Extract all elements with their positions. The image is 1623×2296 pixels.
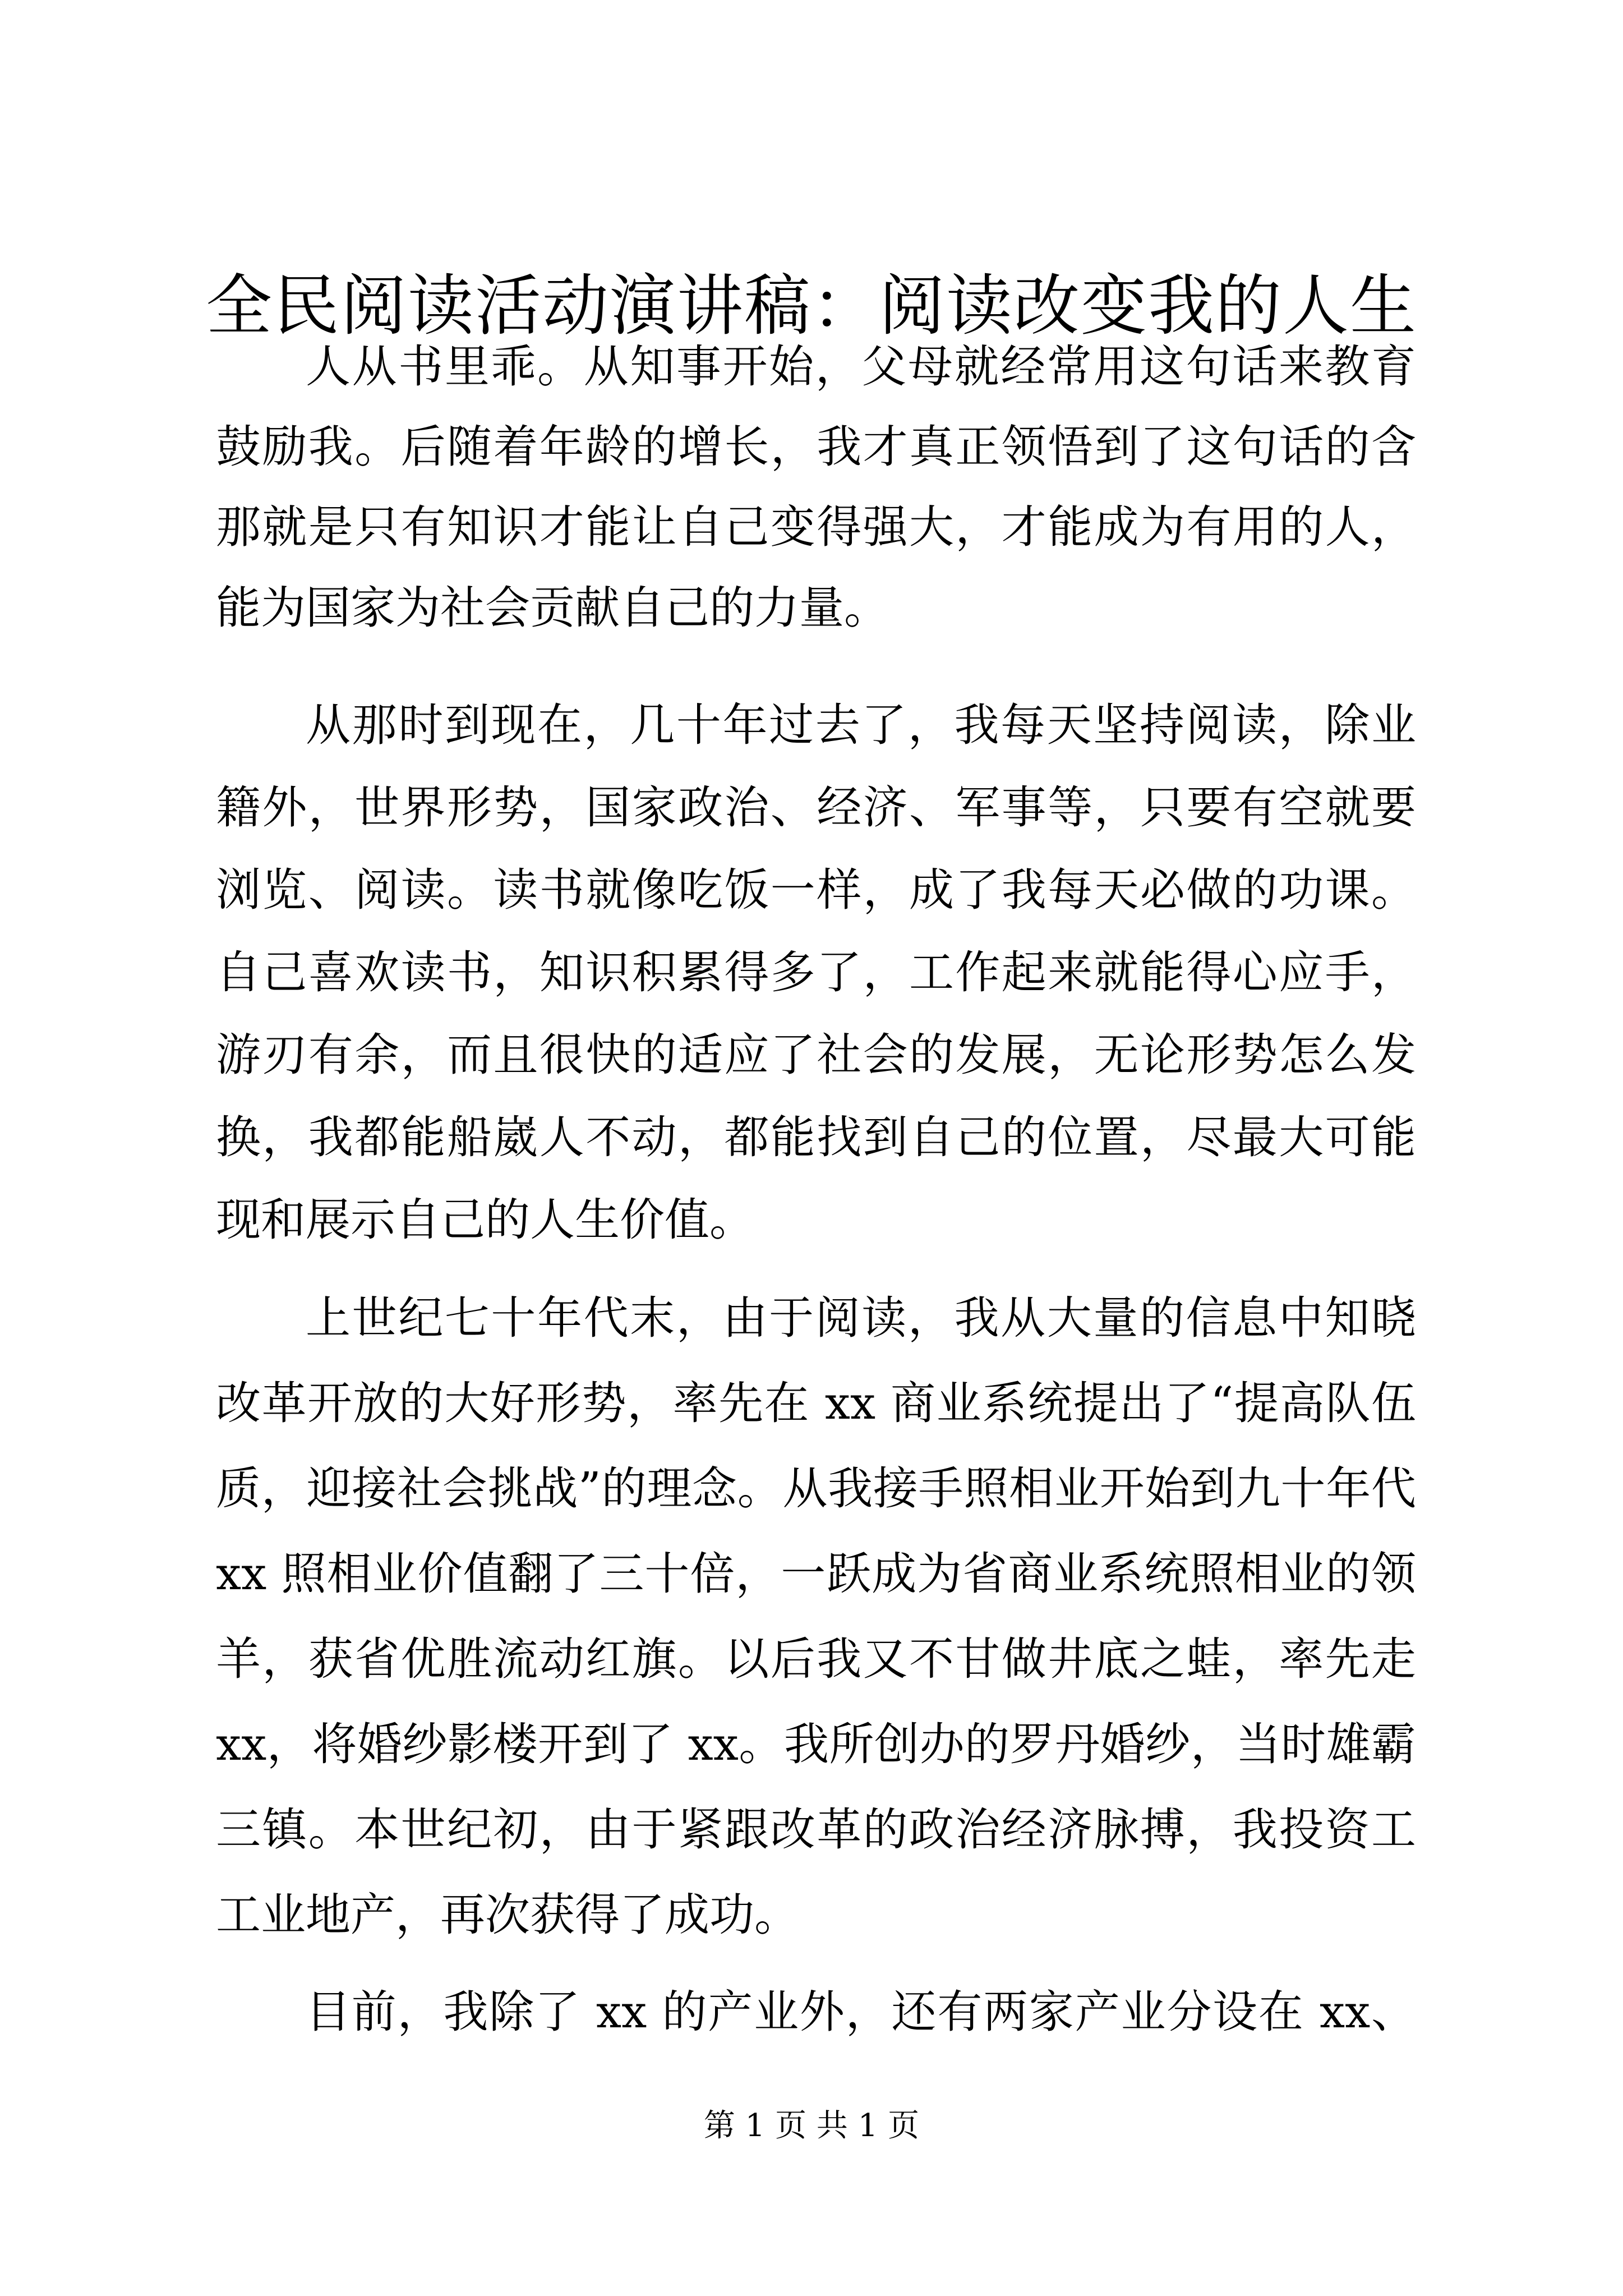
paragraph-line: 换，我都能船崴人不动，都能找到自己的位置，尽最大可能 — [216, 1111, 1416, 1163]
paragraph-line: 游刃有余，而且很快的适应了社会的发展，无论形势怎么发 — [216, 1029, 1416, 1081]
paragraph-line: 能为国家为社会贡献自己的力量。 — [216, 582, 889, 634]
paragraph-line: 现和展示自己的人生价值。 — [216, 1194, 754, 1246]
document-title: 全民阅读活动演讲稿：阅读改变我的人生 — [205, 267, 1417, 344]
paragraph-line: 羊，获省优胜流动红旗。以后我又不甘做井底之蛙，率先走 — [216, 1633, 1416, 1685]
paragraph-line: 三镇。本世纪初，由于紧跟改革的政治经济脉搏，我投资工 — [216, 1803, 1416, 1856]
paragraph-line: xx，将婚纱影楼开到了 xx。我所创办的罗丹婚纱，当时雄霸 — [216, 1718, 1416, 1770]
paragraph-line: 自己喜欢读书，知识积累得多了，工作起来就能得心应手， — [216, 946, 1416, 999]
paragraph-line: 籍外，世界形势，国家政治、经济、军事等，只要有空就要 — [216, 781, 1416, 834]
paragraph-line: 目前，我除了 xx 的产业外，还有两家产业分设在 xx、 — [306, 1986, 1416, 2038]
paragraph-line: 人从书里乖。从知事开始，父母就经常用这句话来教育 — [306, 341, 1416, 393]
paragraph-line: 那就是只有知识才能让自己变得强大，才能成为有用的人， — [216, 501, 1416, 553]
paragraph-line: 工业地产，再次获得了成功。 — [216, 1889, 799, 1941]
paragraph-line: xx 照相业价值翻了三十倍，一跃成为省商业系统照相业的领 — [216, 1548, 1416, 1600]
paragraph-line: 上世纪七十年代末，由于阅读，我从大量的信息中知晓 — [306, 1292, 1416, 1344]
page-footer: 第 1 页 共 1 页 — [703, 2108, 920, 2144]
paragraph-line: 从那时到现在，几十年过去了，我每天坚持阅读，除业 — [306, 699, 1416, 751]
paragraph-line: 浏览、阅读。读书就像吃饭一样，成了我每天必做的功课。 — [216, 864, 1416, 916]
paragraph-line: 质，迎接社会挑战”的理念。从我接手照相业开始到九十年代 — [216, 1462, 1416, 1515]
paragraph-line: 改革开放的大好形势，率先在 xx 商业系统提出了“提高队伍 — [216, 1377, 1416, 1429]
paragraph-line: 鼓励我。后随着年龄的增长，我才真正领悟到了这句话的含 — [216, 421, 1416, 473]
